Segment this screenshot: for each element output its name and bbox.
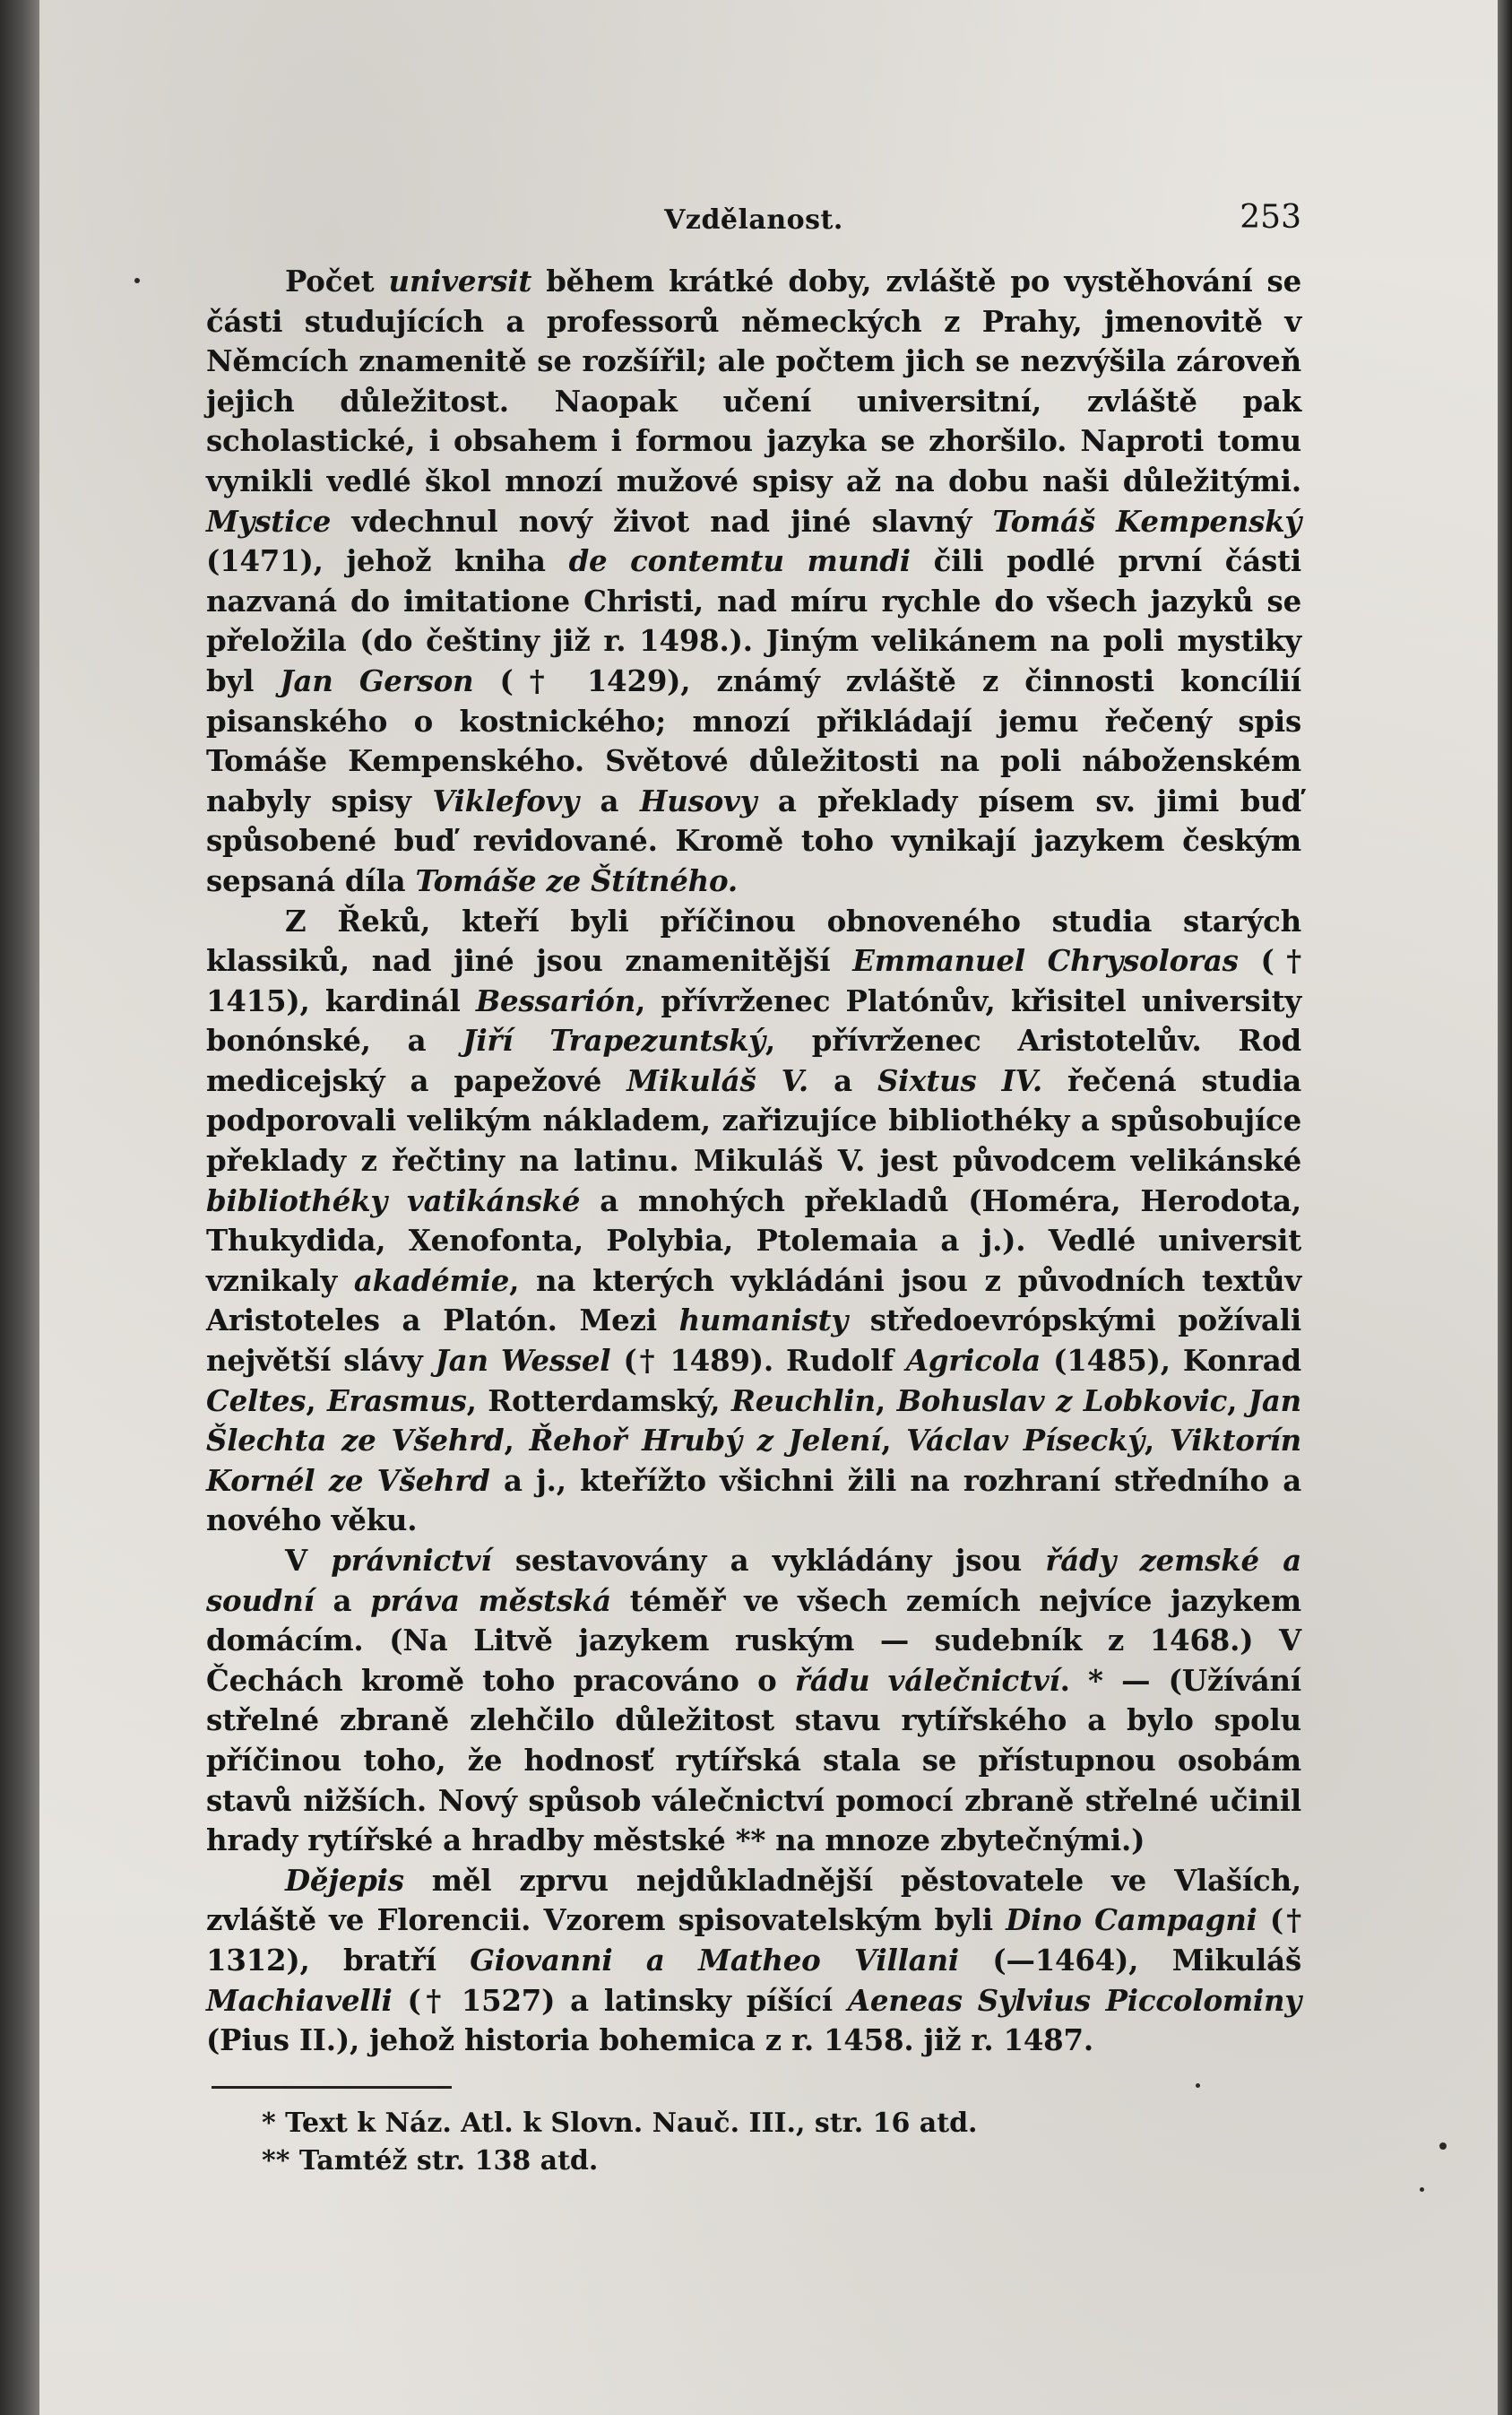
italic-run: Jan Šlechta ze Všehrd bbox=[206, 1383, 1302, 1459]
text-run: († 1489). Rudolf bbox=[610, 1344, 906, 1379]
italic-run: práva městská bbox=[370, 1583, 611, 1618]
text-run: , bbox=[1144, 1424, 1170, 1459]
text-run: (—1464), Mikuláš bbox=[958, 1943, 1301, 1978]
italic-run: Celtes bbox=[206, 1383, 307, 1418]
book-page bbox=[39, 0, 1498, 2415]
italic-run: universit bbox=[388, 264, 532, 299]
italic-run: Řehoř Hrubý z Jelení bbox=[529, 1424, 882, 1459]
text-run: a bbox=[808, 1063, 877, 1098]
paragraph bbox=[206, 1861, 1301, 2061]
text-run: , bbox=[875, 1383, 897, 1418]
scan-edge-left bbox=[0, 0, 43, 2415]
italic-run: akadémie bbox=[353, 1263, 510, 1298]
print-speck bbox=[1420, 2187, 1424, 2192]
page-content bbox=[206, 199, 1301, 2180]
italic-run: Viktorín Kornél ze Všehrd bbox=[206, 1424, 1302, 1498]
text-run: , na kterých vykládáni jsou z původních textův Aristoteles a Platón. Mezi bbox=[206, 1263, 1301, 1338]
text-run: středoevrópskými požívali největší slávy bbox=[206, 1303, 1301, 1379]
footnote: ** Tamtéž str. 138 atd. bbox=[262, 2144, 599, 2177]
italic-run: humanisty bbox=[678, 1303, 848, 1338]
paragraph bbox=[206, 262, 1301, 902]
running-title: Vzdělanost. bbox=[664, 204, 843, 236]
italic-run: řádu válečnictví bbox=[794, 1663, 1060, 1698]
footnote-rule bbox=[212, 2086, 452, 2089]
text-run: , přívrženec Aristotelův. Rod medicejský a papežové bbox=[206, 1024, 1301, 1098]
italic-run: Agricola bbox=[905, 1344, 1041, 1379]
italic-run: Václav Písecký bbox=[906, 1424, 1145, 1459]
italic-run: Dino Campagni bbox=[1006, 1903, 1257, 1938]
italic-run: Jiří Trapezuntský bbox=[462, 1024, 765, 1059]
text-run: sestavovány a vykládány jsou bbox=[491, 1544, 1046, 1578]
print-speck bbox=[134, 278, 140, 283]
paragraph bbox=[206, 1541, 1301, 1861]
text-run: († 1429), známý zvláště z činnosti koncílií pisanského o kostnického; mnozí přikládají jemu řečený spis Tomáše Kempenského. Světové důležitosti na poli náboženském nabyly spisy bbox=[206, 663, 1301, 818]
scan-edge-right bbox=[1498, 0, 1512, 2415]
italic-run: Mystice bbox=[206, 504, 332, 539]
text-run: řečená studia podporovali velikým nákladem, zařizujíce bibliothéky a spůsobujíce překlady z řečtiny na latinu. Mikuláš V. jest původcem velikánské bbox=[206, 1063, 1301, 1179]
text-run: V bbox=[285, 1544, 332, 1578]
text-run: († 1415), kardinál bbox=[206, 944, 1301, 1018]
italic-run: Giovanni a Matheo Villani bbox=[470, 1943, 959, 1978]
italic-run: Husovy bbox=[639, 783, 757, 818]
italic-run: Erasmus bbox=[326, 1383, 467, 1418]
text-run: téměř ve všech zemích nejvíce jazykem domácím. (Na Litvě jazykem ruským — sudebník z 1468.) V Čechách kromě toho pracováno o bbox=[206, 1583, 1301, 1698]
text-run: vdechnul nový život nad jiné slavný bbox=[331, 504, 993, 539]
text-run: , přívrženec Platónův, křisitel university bonónské, a bbox=[206, 983, 1301, 1059]
page-number: 253 bbox=[1240, 199, 1301, 236]
italic-run: Bessarión bbox=[475, 983, 636, 1018]
body-text bbox=[206, 262, 1301, 2061]
footnote: * Text k Náz. Atl. k Slovn. Nauč. III., str. 16 atd. bbox=[262, 2107, 978, 2139]
italic-run: Viklefovy bbox=[432, 783, 579, 818]
italic-run: Mikuláš V. bbox=[626, 1063, 808, 1098]
text-run: , bbox=[881, 1424, 907, 1459]
text-run: Počet bbox=[285, 264, 389, 299]
text-run: , bbox=[504, 1424, 530, 1459]
text-run: během krátké doby, zvláště po vystěhování se části studujících a professorů německých z Prahy, jmenovitě v Němcích znamenitě se rozšířil; ale počtem jich se nezvýšila zároveň jejich důležitost. Naopak učení universitní, zvláště pak scholastické, i obsahem i formou jazyka se zhoršilo. Naproti tomu vynikli vedlé škol mnozí mužové spisy až na dobu naši důležitými. bbox=[206, 264, 1301, 498]
text-run: Z Řeků, kteří byli příčinou obnoveného studia starých klassiků, nad jiné jsou znamenitější bbox=[206, 904, 1301, 979]
text-run: (Pius II.), jehož historia bohemica z r. 1458. již r. 1487. bbox=[206, 2023, 1093, 2058]
italic-run: právnictví bbox=[331, 1544, 492, 1578]
print-speck bbox=[1439, 2142, 1447, 2150]
text-run: čili podlé první části nazvaná do imitatione Christi, nad míru rychle do všech jazyků se přeložila (do češtiny již r. 1498.). Jiným velikánem na poli mystiky byl bbox=[206, 544, 1301, 698]
italic-run: řády zemské a soudní bbox=[206, 1544, 1301, 1618]
italic-run: Dějepis bbox=[285, 1863, 404, 1898]
italic-run: Jan Gerson bbox=[280, 663, 474, 698]
italic-run: de contemtu mundi bbox=[568, 544, 911, 579]
text-run: a bbox=[578, 783, 640, 818]
running-head bbox=[206, 199, 1301, 238]
text-run: (1485), Konrad bbox=[1041, 1344, 1301, 1379]
footnotes bbox=[206, 2105, 1301, 2180]
text-run: , bbox=[306, 1383, 327, 1418]
italic-run: Emmanuel Chrysoloras bbox=[852, 944, 1239, 979]
italic-run: Aeneas Sylvius Piccolominy bbox=[847, 1983, 1301, 2018]
italic-run: Jan Wessel bbox=[435, 1344, 611, 1379]
italic-run: bibliothéky vatikánské bbox=[206, 1183, 581, 1218]
italic-run: Tomáš Kempenský bbox=[992, 504, 1301, 539]
italic-run: Bohuslav z Lobkovic bbox=[896, 1383, 1228, 1418]
text-run: († 1312), bratří bbox=[206, 1903, 1301, 1978]
italic-run: Sixtus IV. bbox=[877, 1063, 1042, 1098]
text-run: (1471), jehož kniha bbox=[206, 544, 569, 579]
text-run: a mnohých překladů (Homéra, Herodota, Thukydida, Xenofonta, Polybia, Ptolemaia a j.). Vedlé universit vznikaly bbox=[206, 1183, 1301, 1298]
text-run: měl zprvu nejdůkladnější pěstovatele ve Vlaších, zvláště ve Florencii. Vzorem spisovatelským byli bbox=[206, 1863, 1301, 1938]
text-run: a překlady písem sv. jimi buď spůsobené buď revidované. Kromě toho vynikají jazykem českým sepsaná díla bbox=[206, 783, 1301, 898]
text-run: a j., kteřížto všichni žili na rozhraní středního a nového věku. bbox=[206, 1463, 1301, 1538]
italic-run: Tomáše ze Štítného. bbox=[415, 863, 738, 898]
text-run: a bbox=[314, 1583, 371, 1618]
text-run: , bbox=[1227, 1383, 1248, 1418]
italic-run: Reuchlin bbox=[730, 1383, 876, 1418]
text-run: . * — (Užívání střelné zbraně zlehčilo důležitost stavu rytířského a bylo spolu příčinou toho, že hodnosť rytířská stala se přístupnou osobám stavů nižších. Nový spůsob válečnictví pomocí zbraně střelné učinil hrady rytířské a hradby městské ** na mnoze zbytečnými.) bbox=[206, 1663, 1301, 1858]
paragraph bbox=[206, 902, 1301, 1542]
text-run: († 1527) a latinsky píšící bbox=[392, 1983, 848, 2018]
italic-run: Machiavelli bbox=[206, 1983, 393, 2018]
text-run: , Rotterdamský, bbox=[466, 1383, 731, 1418]
